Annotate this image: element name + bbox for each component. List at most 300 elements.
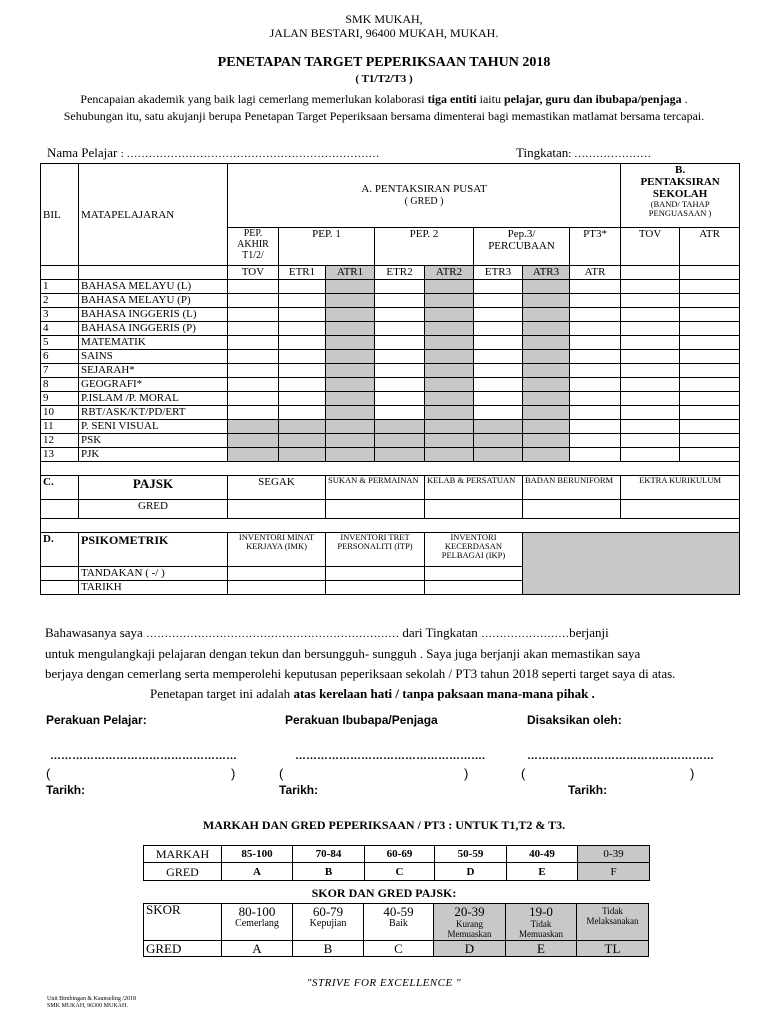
sukan-cell[interactable] bbox=[326, 500, 425, 519]
target-cell[interactable] bbox=[570, 308, 621, 322]
tov-col: TOV bbox=[228, 266, 279, 280]
subject-number: 5 bbox=[41, 336, 79, 350]
target-cell[interactable] bbox=[228, 448, 279, 462]
markah-grade: E bbox=[507, 863, 578, 881]
target-cell[interactable] bbox=[425, 392, 474, 406]
target-cell[interactable] bbox=[523, 434, 570, 448]
target-cell[interactable] bbox=[425, 434, 474, 448]
target-cell[interactable] bbox=[425, 280, 474, 294]
skor-range: 40-59 bbox=[383, 904, 414, 919]
subject-name: BAHASA MELAYU (P) bbox=[79, 294, 228, 308]
target-cell[interactable] bbox=[474, 294, 523, 308]
skor-desc: Baik bbox=[389, 918, 408, 929]
cell bbox=[621, 266, 680, 280]
target-cell[interactable] bbox=[375, 434, 425, 448]
target-cell[interactable] bbox=[228, 434, 279, 448]
target-cell[interactable] bbox=[680, 322, 740, 336]
pelajar-sign-line[interactable]: …………………………………………… bbox=[50, 750, 237, 762]
school-name: SMK MUKAH, bbox=[345, 12, 423, 26]
target-cell[interactable] bbox=[279, 448, 326, 462]
intro-bold-parties: pelajar, guru dan ibubapa/penjaga bbox=[503, 92, 682, 106]
skor-desc: Cemerlang bbox=[235, 918, 279, 929]
target-cell[interactable] bbox=[680, 280, 740, 294]
target-cell[interactable] bbox=[279, 406, 326, 420]
target-cell[interactable] bbox=[621, 420, 680, 434]
target-cell[interactable] bbox=[523, 294, 570, 308]
target-cell[interactable] bbox=[326, 280, 375, 294]
target-cell[interactable] bbox=[326, 420, 375, 434]
target-cell[interactable] bbox=[680, 336, 740, 350]
target-cell[interactable] bbox=[279, 336, 326, 350]
target-cell[interactable] bbox=[228, 322, 279, 336]
target-cell[interactable] bbox=[621, 350, 680, 364]
itp-header: INVENTORI TRET PERSONALITI (ITP) bbox=[326, 533, 425, 567]
etr3-col: ETR3 bbox=[474, 266, 523, 280]
name-field[interactable]: : …………………………………………………………… bbox=[120, 148, 380, 160]
subject-name: SAINS bbox=[79, 350, 228, 364]
section-a-title: A. PENTAKSIRAN PUSAT bbox=[361, 183, 487, 195]
skor-range: 20-39 bbox=[454, 904, 485, 919]
intro-text: . bbox=[681, 92, 688, 106]
saksi-sign-label: Disaksikan oleh: bbox=[527, 713, 622, 727]
markah-title: MARKAH DAN GRED PEPERIKSAAN / PT3 : UNTUK T1,T2 & T3. bbox=[202, 818, 566, 832]
target-cell[interactable] bbox=[375, 308, 425, 322]
paren-close: ) bbox=[690, 766, 695, 781]
subject-number: 4 bbox=[41, 322, 79, 336]
atr2-col: ATR2 bbox=[425, 266, 474, 280]
target-cell[interactable] bbox=[425, 448, 474, 462]
subject-number: 13 bbox=[41, 448, 79, 462]
cell bbox=[41, 581, 79, 595]
target-cell[interactable] bbox=[228, 406, 279, 420]
ibubapa-date-label: Tarikh: bbox=[279, 783, 319, 797]
subject-number: 12 bbox=[41, 434, 79, 448]
subject-number: 6 bbox=[41, 350, 79, 364]
skor-cell bbox=[434, 904, 506, 941]
markah-table bbox=[143, 845, 650, 881]
section-b-letter: B. bbox=[675, 164, 686, 176]
intro-bold-entiti: tiga entiti bbox=[427, 92, 477, 106]
pledge-line-3: berjaya dengan cemerlang serta memperolehi keputusan peperiksaan sekolah / PT3 tahun 2018 seperti target saya di atas. bbox=[45, 666, 676, 681]
target-cell[interactable] bbox=[279, 280, 326, 294]
target-cell[interactable] bbox=[523, 308, 570, 322]
target-cell[interactable] bbox=[228, 308, 279, 322]
atr-col: ATR bbox=[570, 266, 621, 280]
markah-grade: B bbox=[293, 863, 365, 881]
ibubapa-sign-line[interactable]: ……………………………………………. bbox=[295, 750, 486, 762]
tarikh-label: TARIKH bbox=[79, 581, 228, 595]
imk-date-cell[interactable] bbox=[228, 581, 326, 595]
pajsk-label: PAJSK bbox=[79, 476, 228, 500]
form-label: Tingkatan bbox=[516, 145, 569, 160]
subject-row bbox=[41, 350, 740, 364]
markah-range: 40-49 bbox=[507, 846, 578, 863]
target-cell[interactable] bbox=[474, 364, 523, 378]
target-cell[interactable] bbox=[474, 420, 523, 434]
pledge-line-2: untuk mengulangkaji pelajaran dengan tekun dan bersungguh- sungguh . Saya juga berjanji akan memastikan saya bbox=[45, 646, 641, 661]
target-cell[interactable] bbox=[279, 308, 326, 322]
subject-number: 11 bbox=[41, 420, 79, 434]
target-cell[interactable] bbox=[621, 280, 680, 294]
tandakan-label: TANDAKAN ( -/ ) bbox=[79, 567, 228, 581]
target-cell[interactable] bbox=[680, 392, 740, 406]
subject-row bbox=[41, 434, 740, 448]
target-cell[interactable] bbox=[326, 308, 375, 322]
pledge-bold: atas kerelaan hati / tanpa paksaan mana-mana pihak . bbox=[293, 686, 595, 701]
target-cell[interactable] bbox=[621, 336, 680, 350]
target-cell[interactable] bbox=[680, 308, 740, 322]
target-cell[interactable] bbox=[425, 322, 474, 336]
subject-number: 3 bbox=[41, 308, 79, 322]
target-cell[interactable] bbox=[279, 378, 326, 392]
skor-desc: Tidak Melaksanakan bbox=[586, 906, 639, 926]
skor-cell bbox=[577, 904, 649, 941]
target-cell[interactable] bbox=[570, 364, 621, 378]
atr3-col: ATR3 bbox=[523, 266, 570, 280]
subject-name: P.ISLAM /P. MORAL bbox=[79, 392, 228, 406]
target-cell[interactable] bbox=[375, 280, 425, 294]
pledge-line-4 bbox=[45, 684, 745, 704]
target-cell[interactable] bbox=[523, 420, 570, 434]
target-cell[interactable] bbox=[375, 420, 425, 434]
bil-header: BIL bbox=[41, 164, 79, 266]
markah-range: 50-59 bbox=[435, 846, 507, 863]
target-cell[interactable] bbox=[228, 392, 279, 406]
target-cell[interactable] bbox=[570, 336, 621, 350]
target-cell[interactable] bbox=[474, 280, 523, 294]
target-cell[interactable] bbox=[425, 308, 474, 322]
cell bbox=[41, 266, 79, 280]
target-cell[interactable] bbox=[523, 448, 570, 462]
target-cell[interactable] bbox=[680, 420, 740, 434]
target-cell[interactable] bbox=[425, 336, 474, 350]
badan-cell[interactable] bbox=[523, 500, 621, 519]
form-field[interactable]: : ………………… bbox=[568, 148, 652, 160]
target-cell[interactable] bbox=[474, 378, 523, 392]
section-b-sub: (BAND/ TAHAP PENGUASAAN ) bbox=[648, 199, 712, 218]
intro-text: iaitu bbox=[476, 92, 504, 106]
ikp-date-cell[interactable] bbox=[425, 581, 523, 595]
subject-name: BAHASA INGGERIS (L) bbox=[79, 308, 228, 322]
target-cell[interactable] bbox=[474, 350, 523, 364]
target-cell[interactable] bbox=[375, 322, 425, 336]
form-line[interactable] bbox=[516, 145, 651, 161]
target-cell[interactable] bbox=[375, 406, 425, 420]
target-cell[interactable] bbox=[523, 406, 570, 420]
target-cell[interactable] bbox=[425, 350, 474, 364]
markah-grade: F bbox=[578, 863, 650, 881]
target-cell[interactable] bbox=[523, 364, 570, 378]
markah-range: 0-39 bbox=[578, 846, 650, 863]
target-cell[interactable] bbox=[570, 350, 621, 364]
ektra-cell[interactable] bbox=[621, 500, 740, 519]
target-cell[interactable] bbox=[228, 336, 279, 350]
pep2-header: PEP. 2 bbox=[375, 228, 474, 266]
target-cell[interactable] bbox=[375, 392, 425, 406]
skor-row bbox=[144, 904, 649, 941]
section-d-letter: D. bbox=[41, 533, 79, 567]
pt3-header: PT3* bbox=[570, 228, 621, 266]
page-title: PENETAPAN TARGET PEPERIKSAAN TAHUN 2018 bbox=[217, 55, 551, 70]
saksi-date-label: Tarikh: bbox=[568, 783, 608, 797]
target-cell[interactable] bbox=[523, 392, 570, 406]
target-cell[interactable] bbox=[621, 322, 680, 336]
target-cell[interactable] bbox=[621, 294, 680, 308]
section-c-letter: C. bbox=[41, 476, 79, 500]
target-cell[interactable] bbox=[570, 448, 621, 462]
markah-grade: C bbox=[365, 863, 435, 881]
subject-row bbox=[41, 280, 740, 294]
target-cell[interactable] bbox=[228, 364, 279, 378]
imk-cell[interactable] bbox=[228, 567, 326, 581]
subject-number: 10 bbox=[41, 406, 79, 420]
kelab-header: KELAB & PERSATUAN bbox=[425, 476, 523, 500]
target-cell[interactable] bbox=[326, 448, 375, 462]
atr1-col: ATR1 bbox=[326, 266, 375, 280]
kelab-cell[interactable] bbox=[425, 500, 523, 519]
imk-header: INVENTORI MINAT KERJAYA (IMK) bbox=[228, 533, 326, 567]
target-cell[interactable] bbox=[570, 406, 621, 420]
target-cell[interactable] bbox=[279, 434, 326, 448]
subject-row bbox=[41, 448, 740, 462]
target-cell[interactable] bbox=[621, 364, 680, 378]
target-cell[interactable] bbox=[680, 448, 740, 462]
pledge-line-1 bbox=[45, 623, 745, 644]
target-cell[interactable] bbox=[228, 294, 279, 308]
target-cell[interactable] bbox=[621, 448, 680, 462]
skor-grade: C bbox=[364, 941, 434, 957]
gred-row bbox=[144, 863, 650, 881]
subject-number: 7 bbox=[41, 364, 79, 378]
skor-label: SKOR bbox=[144, 904, 222, 941]
itp-cell[interactable] bbox=[326, 567, 425, 581]
segak-cell[interactable] bbox=[228, 500, 326, 519]
target-cell[interactable] bbox=[523, 322, 570, 336]
markah-grade: A bbox=[222, 863, 293, 881]
target-cell[interactable] bbox=[326, 392, 375, 406]
itp-date-cell[interactable] bbox=[326, 581, 425, 595]
target-cell[interactable] bbox=[425, 406, 474, 420]
paren-close: ) bbox=[231, 766, 236, 781]
target-cell[interactable] bbox=[523, 336, 570, 350]
target-cell[interactable] bbox=[570, 392, 621, 406]
target-cell[interactable] bbox=[425, 294, 474, 308]
school-address: JALAN BESTARI, 96400 MUKAH, MUKAH. bbox=[269, 26, 499, 40]
saksi-sign-line[interactable]: …………………………………………… bbox=[527, 750, 714, 762]
pledge-form-field[interactable]: …………………… bbox=[481, 628, 570, 640]
target-cell[interactable] bbox=[375, 294, 425, 308]
target-cell[interactable] bbox=[474, 392, 523, 406]
pelajar-sign-label: Perakuan Pelajar: bbox=[46, 713, 147, 727]
subject-name: BAHASA INGGERIS (P) bbox=[79, 322, 228, 336]
target-cell[interactable] bbox=[279, 322, 326, 336]
skor-grade: D bbox=[434, 941, 506, 957]
atr-b-header: ATR bbox=[680, 228, 740, 266]
target-cell[interactable] bbox=[326, 364, 375, 378]
sukan-header: SUKAN & PERMAINAN bbox=[326, 476, 425, 500]
subject-name: P. SENI VISUAL bbox=[79, 420, 228, 434]
subject-row bbox=[41, 322, 740, 336]
target-cell[interactable] bbox=[474, 322, 523, 336]
target-cell[interactable] bbox=[621, 406, 680, 420]
skor-cell bbox=[293, 904, 364, 941]
target-cell[interactable] bbox=[621, 392, 680, 406]
target-cell[interactable] bbox=[228, 378, 279, 392]
target-cell[interactable] bbox=[228, 350, 279, 364]
ikp-cell[interactable] bbox=[425, 567, 523, 581]
target-cell[interactable] bbox=[680, 434, 740, 448]
subject-name: BAHASA MELAYU (L) bbox=[79, 280, 228, 294]
pep3-header: Pep.3/ PERCUBAAN bbox=[474, 228, 570, 266]
school-header bbox=[0, 12, 768, 40]
target-cell[interactable] bbox=[570, 322, 621, 336]
target-cell[interactable] bbox=[680, 406, 740, 420]
target-cell[interactable] bbox=[523, 350, 570, 364]
section-b-header bbox=[621, 164, 740, 228]
target-table bbox=[40, 163, 740, 595]
target-cell[interactable] bbox=[375, 378, 425, 392]
segak-header: SEGAK bbox=[228, 476, 326, 500]
target-cell[interactable] bbox=[570, 434, 621, 448]
markah-grade: D bbox=[435, 863, 507, 881]
pledge-text: berjanji bbox=[569, 625, 609, 640]
cell bbox=[41, 567, 79, 581]
target-cell[interactable] bbox=[621, 434, 680, 448]
target-cell[interactable] bbox=[375, 336, 425, 350]
gred-label: GRED bbox=[144, 863, 222, 881]
target-cell[interactable] bbox=[326, 294, 375, 308]
subject-name: PSK bbox=[79, 434, 228, 448]
skor-cell bbox=[364, 904, 434, 941]
cell bbox=[680, 266, 740, 280]
subject-name: MATEMATIK bbox=[79, 336, 228, 350]
target-cell[interactable] bbox=[326, 378, 375, 392]
target-cell[interactable] bbox=[570, 294, 621, 308]
skor-grade: TL bbox=[577, 941, 649, 957]
target-cell[interactable] bbox=[680, 378, 740, 392]
footer-info bbox=[47, 996, 136, 1010]
skor-table bbox=[143, 903, 649, 957]
pelajar-date-label: Tarikh: bbox=[46, 783, 86, 797]
skor-range: 80-100 bbox=[238, 904, 276, 919]
markah-range: 85-100 bbox=[222, 846, 293, 863]
target-cell[interactable] bbox=[279, 364, 326, 378]
subject-name: SEJARAH* bbox=[79, 364, 228, 378]
pledge-text: dari Tingkatan bbox=[402, 625, 478, 640]
target-cell[interactable] bbox=[570, 420, 621, 434]
paren-open: ( bbox=[521, 766, 526, 781]
footer-school: SMK MUKAH, 96300 MUKAH. bbox=[47, 1003, 128, 1009]
subject-name: PJK bbox=[79, 448, 228, 462]
page-subtitle: ( T1/T2/T3 ) bbox=[355, 73, 413, 85]
target-cell[interactable] bbox=[425, 364, 474, 378]
target-cell[interactable] bbox=[474, 448, 523, 462]
section-a-header bbox=[228, 164, 621, 228]
markah-range: 60-69 bbox=[365, 846, 435, 863]
spacer-row bbox=[41, 519, 740, 533]
target-cell[interactable] bbox=[474, 308, 523, 322]
target-cell[interactable] bbox=[680, 364, 740, 378]
target-cell[interactable] bbox=[523, 280, 570, 294]
target-cell[interactable] bbox=[375, 350, 425, 364]
target-cell[interactable] bbox=[375, 364, 425, 378]
psikometrik-label: PSIKOMETRIK bbox=[79, 533, 228, 567]
shaded-block bbox=[523, 533, 740, 595]
pledge-text: Bahawasanya saya bbox=[45, 625, 143, 640]
target-cell[interactable] bbox=[326, 336, 375, 350]
target-cell[interactable] bbox=[425, 378, 474, 392]
target-cell[interactable] bbox=[326, 406, 375, 420]
subject-row bbox=[41, 406, 740, 420]
subject-row bbox=[41, 420, 740, 434]
target-cell[interactable] bbox=[228, 420, 279, 434]
subject-row bbox=[41, 294, 740, 308]
target-cell[interactable] bbox=[621, 378, 680, 392]
target-cell[interactable] bbox=[279, 420, 326, 434]
target-cell[interactable] bbox=[326, 322, 375, 336]
pledge-text: Penetapan target ini adalah bbox=[150, 686, 294, 701]
target-cell[interactable] bbox=[474, 336, 523, 350]
target-cell[interactable] bbox=[621, 308, 680, 322]
target-cell[interactable] bbox=[474, 434, 523, 448]
badan-header: BADAN BERUNIFORM bbox=[523, 476, 621, 500]
target-cell[interactable] bbox=[279, 350, 326, 364]
target-cell[interactable] bbox=[680, 350, 740, 364]
ibubapa-sign-label: Perakuan Ibubapa/Penjaga bbox=[285, 713, 438, 727]
skor-gred-label: GRED bbox=[144, 941, 222, 957]
markah-range: 70-84 bbox=[293, 846, 365, 863]
skor-grade: E bbox=[506, 941, 577, 957]
subject-row bbox=[41, 336, 740, 350]
target-cell[interactable] bbox=[570, 378, 621, 392]
target-cell[interactable] bbox=[375, 448, 425, 462]
subject-number: 2 bbox=[41, 294, 79, 308]
skor-range: 19-0 bbox=[529, 904, 553, 919]
matapelajaran-header: MATAPELAJARAN bbox=[79, 164, 228, 266]
target-cell[interactable] bbox=[279, 392, 326, 406]
target-cell[interactable] bbox=[680, 294, 740, 308]
skor-cell bbox=[506, 904, 577, 941]
student-name-line[interactable] bbox=[47, 145, 379, 161]
target-cell[interactable] bbox=[279, 294, 326, 308]
target-cell[interactable] bbox=[228, 280, 279, 294]
target-cell[interactable] bbox=[570, 280, 621, 294]
etr2-col: ETR2 bbox=[375, 266, 425, 280]
target-cell[interactable] bbox=[425, 420, 474, 434]
pledge-name-field[interactable]: …………………………………………………………… bbox=[146, 628, 400, 640]
skor-title: SKOR DAN GRED PAJSK: bbox=[311, 886, 457, 900]
skor-gred-row bbox=[144, 941, 649, 957]
target-cell[interactable] bbox=[326, 434, 375, 448]
paren-open: ( bbox=[46, 766, 51, 781]
skor-cell bbox=[222, 904, 293, 941]
ektra-header: EKTRA KURIKULUM bbox=[621, 476, 740, 500]
pep-akhir-header: PEP. AKHIR T1/2/ bbox=[228, 228, 279, 266]
markah-label: MARKAH bbox=[144, 846, 222, 863]
section-b-title: PENTAKSIRAN SEKOLAH bbox=[640, 176, 720, 200]
subject-name: GEOGRAFI* bbox=[79, 378, 228, 392]
skor-desc: Tidak Memuaskan bbox=[519, 919, 563, 939]
paren-open: ( bbox=[279, 766, 284, 781]
skor-grade: A bbox=[222, 941, 293, 957]
subject-number: 1 bbox=[41, 280, 79, 294]
skor-grade: B bbox=[293, 941, 364, 957]
target-cell[interactable] bbox=[326, 350, 375, 364]
target-cell[interactable] bbox=[523, 378, 570, 392]
intro-paragraph bbox=[20, 91, 748, 125]
subject-name: RBT/ASK/KT/PD/ERT bbox=[79, 406, 228, 420]
target-cell[interactable] bbox=[474, 406, 523, 420]
